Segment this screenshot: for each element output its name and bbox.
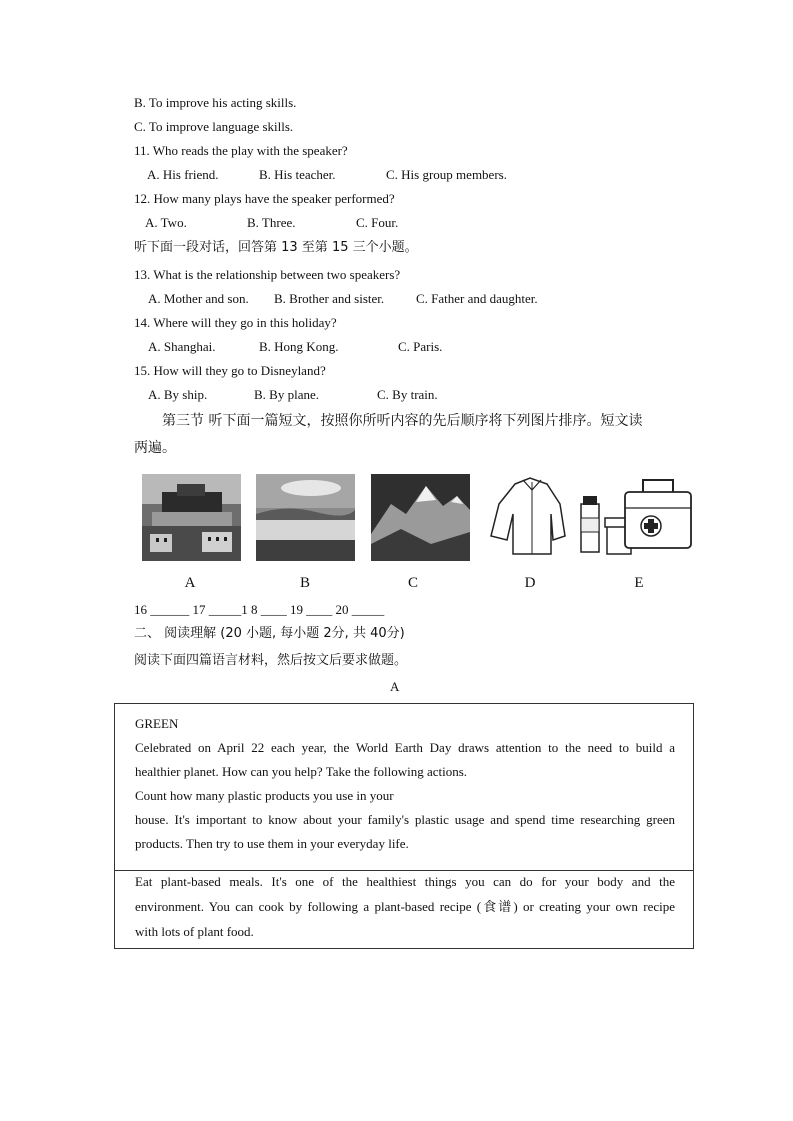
- picture-label-d: D: [524, 575, 536, 591]
- lake-picture: [256, 474, 355, 561]
- answer-blanks: 16 ______ 17 _____1 8 ____ 19 ____ 20 _____: [134, 602, 385, 617]
- green-box-top: [114, 703, 694, 871]
- para1-line2: healthier planet. How can you help? Take the following actions.: [135, 764, 468, 779]
- picture-label-a: A: [184, 575, 196, 591]
- q15-question: 15. How will they go to Disneyland?: [134, 363, 326, 378]
- q14-option-a: A. Shanghai.: [148, 339, 216, 354]
- q15-option-c: C. By train.: [377, 387, 438, 402]
- q14-option-b: B. Hong Kong.: [259, 339, 339, 354]
- mountain-picture: [371, 474, 470, 561]
- para2-line2: house. It's important to know about your family's plastic usage and spend time researching green: [135, 812, 675, 827]
- picture-label-e: E: [634, 575, 644, 591]
- picture-label-b: B: [299, 575, 310, 591]
- q10-option-c: C. To improve language skills.: [134, 119, 294, 134]
- section3-instruction: 第三节 听下面一篇短文，按照你所听内容的先后顺序将下列图片排序。短文读: [162, 413, 643, 429]
- q11-question: 11. Who reads the play with the speaker?: [134, 143, 348, 158]
- para3-line1: Eat plant-based meals. It's one of the healthiest things you can do for your body and the: [135, 874, 675, 889]
- q15-option-a: A. By ship.: [148, 387, 208, 402]
- para3-line2: environment. You can cook by following a plant-based recipe (食谱) or creating your own recipe: [135, 899, 675, 914]
- q13-option-a: A. Mother and son.: [148, 291, 249, 306]
- q13-question: 13. What is the relationship between two speakers?: [134, 267, 401, 282]
- q14-option-c: C. Paris.: [398, 339, 443, 354]
- q11-option-a: A. His friend.: [147, 167, 219, 182]
- q13-option-c: C. Father and daughter.: [416, 291, 538, 306]
- passage-label: A: [390, 679, 400, 694]
- q10-option-b: B. To improve his acting skills.: [134, 95, 297, 110]
- para2-line3: products. Then try to use them in your everyday life.: [135, 836, 409, 851]
- q12-option-c: C. Four.: [356, 215, 399, 230]
- section3-instruction-cont: 两遍。: [134, 440, 176, 456]
- reading-instruction: 阅读下面四篇语言材料，然后按文后要求做题。: [134, 653, 408, 668]
- q12-question: 12. How many plays have the speaker performed?: [134, 191, 395, 206]
- para2-line1: Count how many plastic products you use in your: [135, 788, 394, 803]
- picture-label-c: C: [407, 575, 418, 591]
- reading-heading: 二、 阅读理解 (20 小题, 每小题 2分, 共 40分): [134, 626, 405, 641]
- para1-line1: Celebrated on April 22 each year, the World Earth Day draws attention to the need to build a: [135, 740, 675, 755]
- q12-option-b: B. Three.: [247, 215, 296, 230]
- q12-option-a: A. Two.: [145, 215, 187, 230]
- green-box-bottom: [114, 870, 694, 949]
- q13-option-b: B. Brother and sister.: [274, 291, 385, 306]
- para3-line3: with lots of plant food.: [135, 924, 254, 939]
- dialog-instruction: 听下面一段对话，回答第 13 至第 15 三个小题。: [134, 240, 418, 255]
- q14-question: 14. Where will they go in this holiday?: [134, 315, 337, 330]
- q11-option-c: C. His group members.: [386, 167, 507, 182]
- q15-option-b: B. By plane.: [254, 387, 319, 402]
- q11-option-b: B. His teacher.: [259, 167, 336, 182]
- box-title: GREEN: [135, 716, 179, 731]
- jacket-and-medicine-picture: [485, 474, 695, 561]
- palace-picture: [142, 474, 241, 561]
